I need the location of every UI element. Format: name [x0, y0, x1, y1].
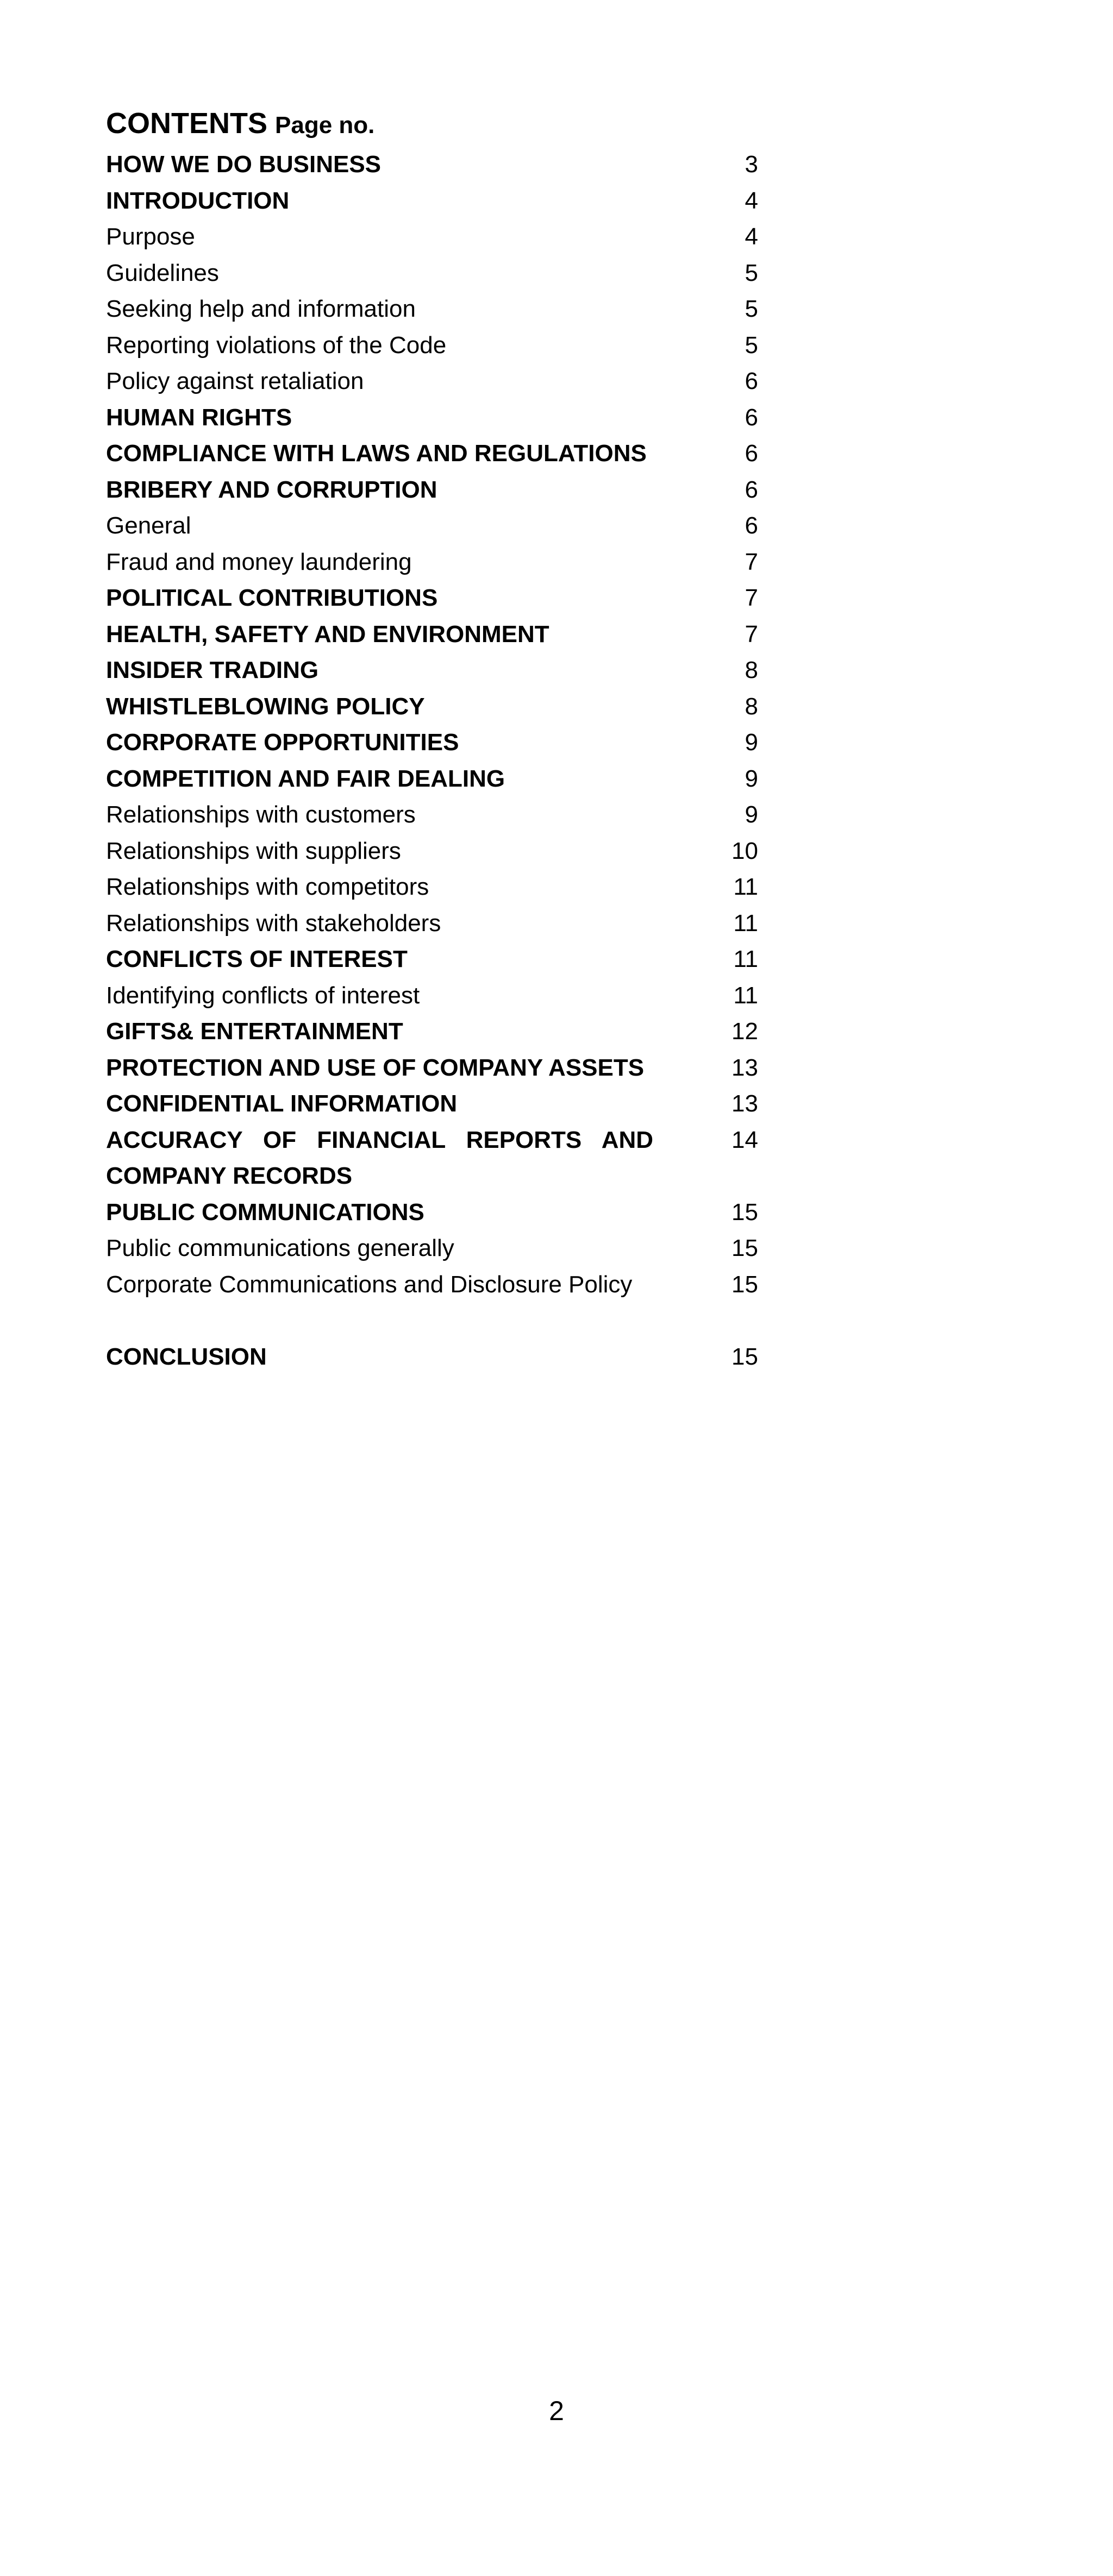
toc-entry-page-number: 15	[731, 1343, 758, 1370]
toc-entry-label: Reporting violations of the Code	[106, 331, 447, 359]
toc-list	[106, 147, 758, 1375]
toc-entry-label: Relationships with suppliers	[106, 837, 401, 864]
toc-entry-label: Fraud and money laundering	[106, 548, 412, 575]
toc-entry-page-number: 5	[745, 259, 758, 286]
toc-entry-label: INSIDER TRADING	[106, 657, 319, 683]
toc-entry-page-number: 7	[745, 585, 758, 611]
page-number: 2	[549, 2396, 564, 2426]
toc-entry-label: INTRODUCTION	[106, 187, 290, 214]
toc-entry	[106, 869, 758, 906]
toc-entry-page-number: 11	[733, 946, 758, 972]
toc-entry-label: PROTECTION AND USE OF COMPANY ASSETS	[106, 1054, 645, 1081]
toc-entry	[106, 1339, 758, 1375]
toc-entry	[106, 1267, 758, 1339]
toc-entry-page-number: 13	[731, 1090, 758, 1117]
toc-entry-label: Purpose	[106, 223, 195, 250]
toc-entry-label: HOW WE DO BUSINESS	[106, 151, 382, 178]
toc-entry-page-number: 8	[745, 657, 758, 683]
toc-entry-page-number: 6	[745, 440, 758, 467]
toc-entry	[106, 508, 758, 544]
toc-entry	[106, 1122, 758, 1195]
toc-entry-page-number: 14	[731, 1126, 758, 1153]
toc-entry-label: CONFIDENTIAL INFORMATION	[106, 1090, 458, 1117]
toc-entry	[106, 544, 758, 581]
toc-entry	[106, 833, 758, 870]
toc-entry-label: ACCURACY OF FINANCIAL REPORTS AND COMPANY RECORDS	[106, 1126, 654, 1189]
toc-entry-label: CONCLUSION	[106, 1343, 267, 1370]
toc-entry-label: POLITICAL CONTRIBUTIONS	[106, 585, 438, 611]
toc-entry-page-number: 11	[733, 874, 758, 900]
toc-entry	[106, 617, 758, 653]
toc-entry-label: BRIBERY AND CORRUPTION	[106, 476, 437, 503]
toc-entry-label: COMPETITION AND FAIR DEALING	[106, 765, 505, 792]
toc-entry	[106, 328, 758, 364]
toc-entry-page-number: 7	[745, 548, 758, 575]
toc-entry-page-number: 8	[745, 693, 758, 720]
toc-entry-label: COMPLIANCE WITH LAWS AND REGULATIONS	[106, 440, 647, 467]
toc-entry	[106, 906, 758, 942]
toc-entry	[106, 472, 758, 508]
toc-entry	[106, 1195, 758, 1231]
toc-entry	[106, 147, 758, 183]
toc-entry-label: Seeking help and information	[106, 296, 416, 322]
toc-entry-label: Public communications generally	[106, 1235, 454, 1261]
toc-entry	[106, 797, 758, 833]
toc-entry-page-number: 15	[731, 1235, 758, 1261]
toc-entry	[106, 652, 758, 689]
toc-heading	[106, 106, 374, 144]
toc-entry	[106, 400, 758, 436]
toc-entry	[106, 941, 758, 978]
toc-entry-label: Relationships with stakeholders	[106, 909, 441, 937]
toc-entry	[106, 183, 758, 219]
toc-entry-page-number: 5	[745, 296, 758, 322]
toc-entry-page-number: 9	[745, 765, 758, 792]
toc-entry-label: General	[106, 512, 191, 539]
toc-entry	[106, 1050, 758, 1086]
toc-entry-label: Corporate Communications and Disclosure Policy	[106, 1271, 633, 1298]
toc-entry-label: Relationships with customers	[106, 801, 416, 828]
toc-entry-label: PUBLIC COMMUNICATIONS	[106, 1198, 424, 1226]
toc-entry	[106, 291, 758, 328]
toc-entry-page-number: 15	[731, 1271, 758, 1298]
toc-entry-page-number: 6	[745, 512, 758, 539]
toc-entry-label: Identifying conflicts of interest	[106, 982, 420, 1009]
toc-entry	[106, 761, 758, 797]
toc-entry	[106, 725, 758, 761]
toc-entry-page-number: 4	[745, 187, 758, 214]
page-column-label: Page no.	[275, 112, 375, 139]
toc-entry-page-number: 9	[745, 729, 758, 756]
toc-entry	[106, 580, 758, 617]
toc-entry-label: Relationships with competitors	[106, 874, 429, 900]
toc-entry-label: CORPORATE OPPORTUNITIES	[106, 729, 459, 756]
toc-entry-label: CONFLICTS OF INTEREST	[106, 946, 408, 972]
toc-entry-label: Guidelines	[106, 259, 219, 286]
toc-entry	[106, 1086, 758, 1122]
toc-entry	[106, 1014, 758, 1050]
toc-entry-label: HEALTH, SAFETY AND ENVIRONMENT	[106, 620, 549, 648]
toc-entry-page-number: 9	[745, 801, 758, 828]
toc-entry	[106, 1230, 758, 1267]
toc-entry	[106, 363, 758, 400]
toc-entry-page-number: 5	[745, 331, 758, 359]
toc-entry-page-number: 6	[745, 404, 758, 431]
toc-entry	[106, 255, 758, 292]
toc-entry	[106, 436, 758, 472]
toc-entry	[106, 219, 758, 255]
toc-entry-page-number: 3	[745, 151, 758, 178]
toc-entry-page-number: 15	[731, 1198, 758, 1226]
toc-entry-page-number: 7	[745, 620, 758, 648]
toc-entry-page-number: 13	[731, 1054, 758, 1081]
toc-entry-page-number: 6	[745, 368, 758, 394]
toc-entry	[106, 978, 758, 1014]
toc-entry	[106, 689, 758, 725]
toc-entry-label: Policy against retaliation	[106, 368, 364, 394]
toc-entry-page-number: 4	[745, 223, 758, 250]
toc-entry-page-number: 10	[731, 837, 758, 864]
toc-entry-label: WHISTLEBLOWING POLICY	[106, 693, 425, 720]
toc-entry-page-number: 6	[745, 476, 758, 503]
toc-entry-page-number: 11	[733, 982, 758, 1009]
toc-entry-page-number: 11	[733, 909, 758, 937]
toc-entry-page-number: 12	[731, 1018, 758, 1045]
toc-entry-label: GIFTS& ENTERTAINMENT	[106, 1018, 403, 1045]
toc-entry-label: HUMAN RIGHTS	[106, 404, 292, 431]
toc-title: CONTENTS	[106, 107, 267, 140]
